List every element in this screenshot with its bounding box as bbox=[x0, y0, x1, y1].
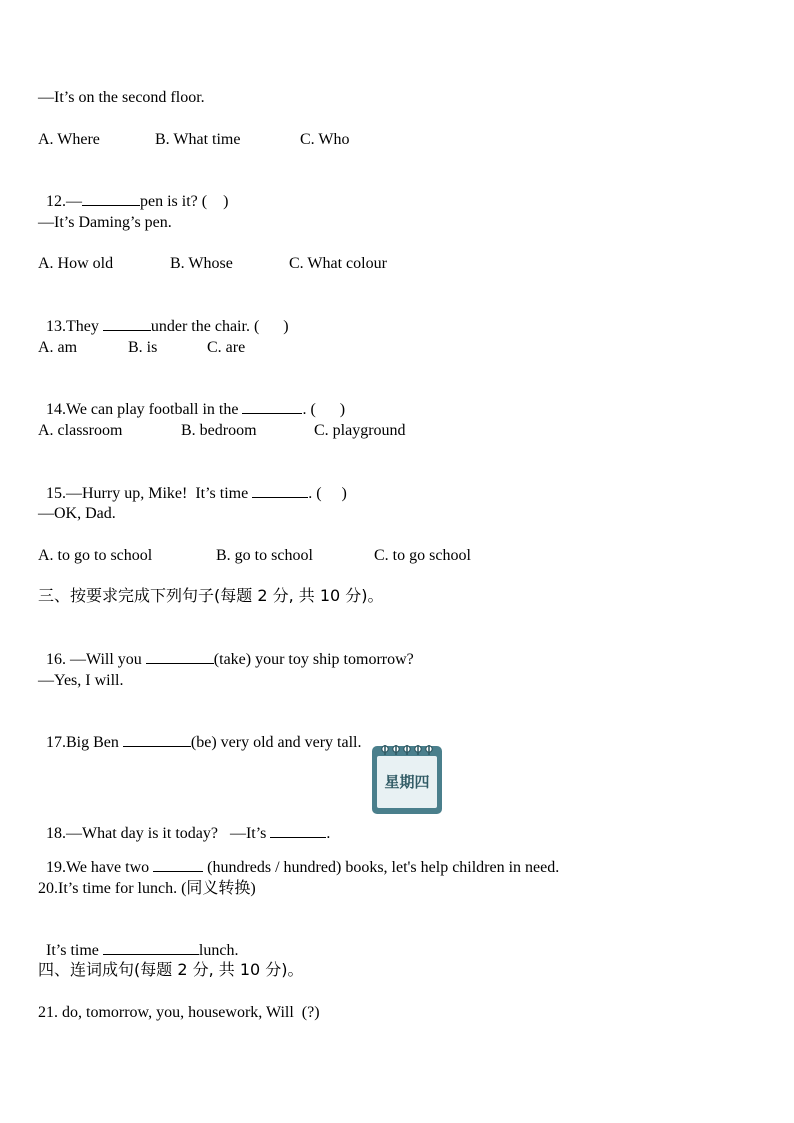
q13-option-a: A. am bbox=[38, 339, 78, 356]
q16-question bbox=[38, 629, 414, 670]
q15-answer: —OK, Dad. bbox=[38, 505, 116, 522]
q17-text-b: (be) very old and very tall. bbox=[190, 734, 362, 751]
q19-question bbox=[38, 837, 559, 878]
q14-text-b: . ( ) bbox=[302, 401, 346, 418]
q13-option-b: B. is bbox=[128, 339, 158, 356]
section-4-heading: 四、连词成句(每题 2 分, 共 10 分)。 bbox=[38, 960, 304, 979]
q14-option-c: C. playground bbox=[314, 422, 406, 439]
q18-blank[interactable] bbox=[270, 823, 326, 838]
section-3-heading: 三、按要求完成下列句子(每题 2 分, 共 10 分)。 bbox=[38, 586, 384, 605]
q17-text-a: 17.Big Ben bbox=[46, 734, 123, 751]
q13-text-b: under the chair. ( ) bbox=[150, 318, 289, 335]
q11-option-c: C. Who bbox=[300, 131, 350, 148]
q11-answer: —It’s on the second floor. bbox=[38, 89, 205, 106]
q15-text-a: 15.—Hurry up, Mike! It’s time bbox=[46, 485, 253, 502]
calendar-icon bbox=[370, 742, 444, 816]
q19-text-a: 19.We have two bbox=[46, 859, 154, 876]
q13-text-a: 13.They bbox=[46, 318, 103, 335]
q14-text-a: 14.We can play football in the bbox=[46, 401, 243, 418]
q16-text-a: 16. —Will you bbox=[46, 651, 146, 668]
q12-text-a: 12.— bbox=[46, 193, 82, 210]
q20-text-a: It’s time bbox=[46, 942, 103, 959]
q18-text-a: 18.—What day is it today? —It’s bbox=[46, 825, 271, 842]
calendar-label: 星期四 bbox=[384, 773, 430, 791]
q15-question bbox=[38, 463, 347, 504]
q15-option-c: C. to go school bbox=[374, 547, 471, 564]
q19-text-b: (hundreds / hundred) books, let's help children in need. bbox=[203, 859, 560, 876]
q20-question: 20.It’s time for lunch. (同义转换) bbox=[38, 880, 256, 897]
q12-question bbox=[38, 171, 228, 212]
q17-question bbox=[38, 712, 362, 753]
q14-option-a: A. classroom bbox=[38, 422, 123, 439]
q17-blank[interactable] bbox=[123, 732, 191, 747]
q12-blank[interactable] bbox=[82, 191, 140, 206]
q16-answer: —Yes, I will. bbox=[38, 672, 124, 689]
q16-blank[interactable] bbox=[146, 649, 214, 664]
q16-text-b: (take) your toy ship tomorrow? bbox=[213, 651, 414, 668]
q12-option-a: A. How old bbox=[38, 255, 114, 272]
q19-blank[interactable] bbox=[153, 857, 203, 872]
q14-option-b: B. bedroom bbox=[181, 422, 257, 439]
q14-blank[interactable] bbox=[242, 399, 302, 414]
q15-text-b: . ( ) bbox=[308, 485, 347, 502]
q15-blank[interactable] bbox=[252, 483, 308, 498]
q13-question bbox=[38, 296, 289, 337]
q20-text-b: lunch. bbox=[198, 942, 239, 959]
q12-answer: —It’s Daming’s pen. bbox=[38, 214, 172, 231]
q13-option-c: C. are bbox=[207, 339, 246, 356]
q14-question bbox=[38, 379, 345, 420]
q13-blank[interactable] bbox=[103, 316, 151, 331]
q11-option-a: A. Where bbox=[38, 131, 100, 148]
q15-option-b: B. go to school bbox=[216, 547, 313, 564]
q21-question: 21. do, tomorrow, you, housework, Will (?) bbox=[38, 1004, 320, 1021]
q12-option-b: B. Whose bbox=[170, 255, 233, 272]
q12-option-c: C. What colour bbox=[289, 255, 387, 272]
q18-text-b: . bbox=[326, 825, 331, 842]
q20-blank[interactable] bbox=[103, 940, 199, 955]
q11-option-b: B. What time bbox=[155, 131, 241, 148]
q20-answer-line bbox=[38, 920, 238, 961]
q15-option-a: A. to go to school bbox=[38, 547, 153, 564]
q12-text-b: pen is it? ( ) bbox=[140, 193, 229, 210]
